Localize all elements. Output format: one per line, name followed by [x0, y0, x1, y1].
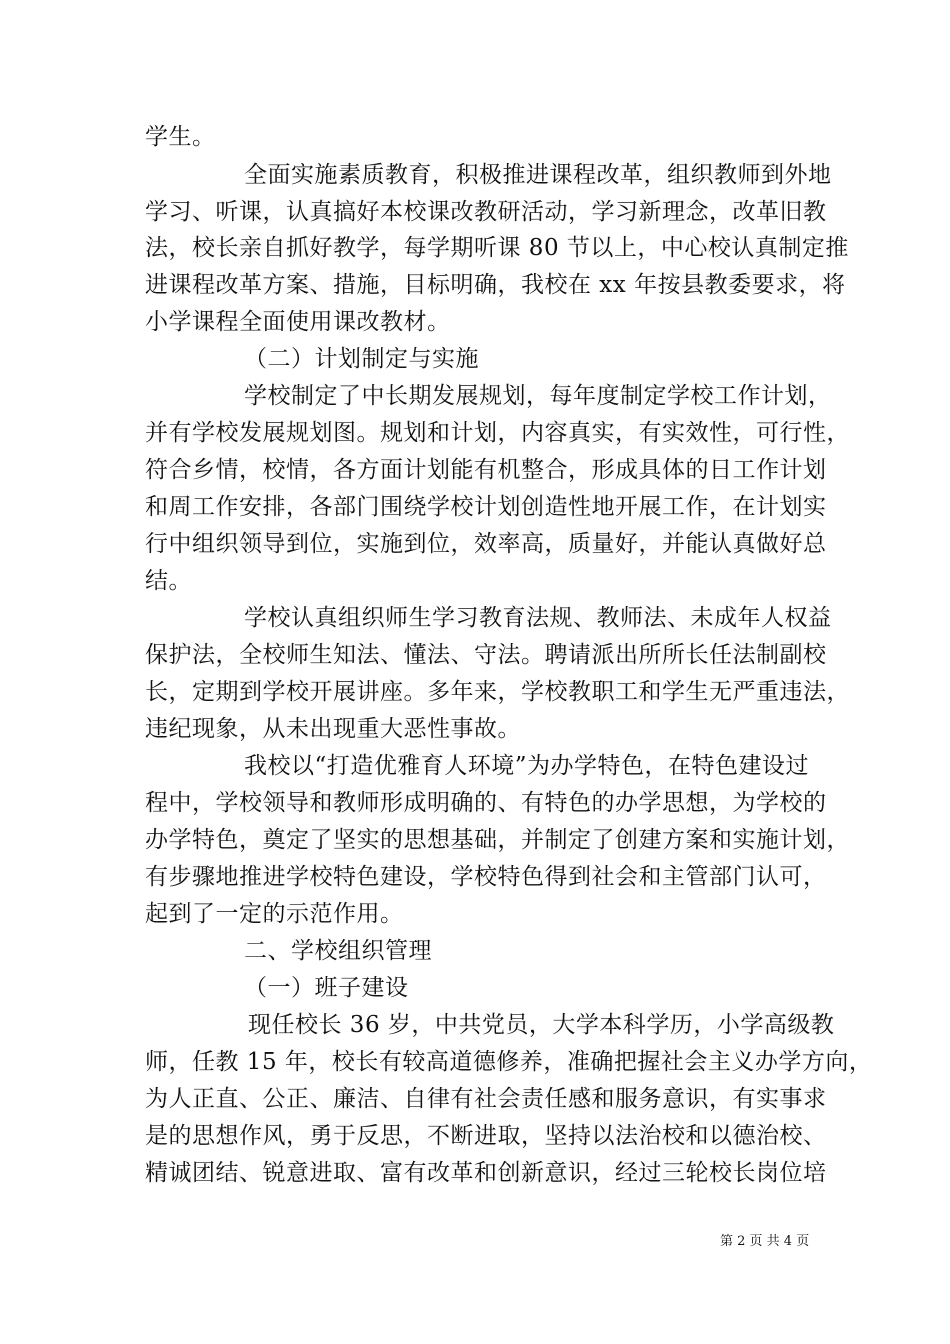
text-line: 办学特色，奠定了坚实的思想基础，并制定了创建方案和实施计划，: [145, 827, 850, 853]
text-line: 结。: [145, 568, 192, 594]
text-line: 现任校长 36 岁，中共党员，大学本科学历，小学高级教: [248, 1012, 835, 1038]
text-line: 行中组织领导到位，实施到位，效率高，质量好，并能认真做好总: [145, 531, 827, 557]
text-line: 符合乡情，校情，各方面计划能有机整合，形成具体的日工作计划: [145, 457, 827, 483]
text-line: 学校认真组织师生学习教育法规、教师法、未成年人权益: [244, 605, 832, 631]
subsection-heading: （一）班子建设: [244, 975, 409, 1001]
text-line: 我校以“打造优雅育人环境”为办学特色，在特色建设过: [244, 753, 810, 779]
text-line: 是的思想作风，勇于反思，不断进取，坚持以法治校和以德治校、: [145, 1123, 827, 1149]
text-line: 并有学校发展规划图。规划和计划，内容真实，有实效性，可行性，: [145, 420, 850, 446]
section-heading: 二、学校组织管理: [244, 938, 432, 964]
text-line: 小学课程全面使用课改教材。: [145, 309, 451, 335]
text-line: 保护法，全校师生知法、懂法、守法。聘请派出所所长任法制副校: [145, 642, 827, 668]
text-line: 有步骤地推进学校特色建设，学校特色得到社会和主管部门认可，: [145, 864, 827, 890]
text-line: 违纪现象，从未出现重大恶性事故。: [145, 716, 521, 742]
text-line: 和周工作安排，各部门围绕学校计划创造性地开展工作，在计划实: [145, 494, 827, 520]
text-line: 为人正直、公正、廉洁、自律有社会责任感和服务意识，有实事求: [145, 1086, 827, 1112]
text-line: 起到了一定的示范作用。: [145, 901, 404, 927]
text-line: 全面实施素质教育，积极推进课程改革，组织教师到外地: [244, 162, 832, 188]
text-line: 师，任教 15 年，校长有较高道德修养，准确把握社会主义办学方向，: [145, 1049, 873, 1075]
text-line: 精诚团结、锐意进取、富有改革和创新意识，经过三轮校长岗位培: [145, 1160, 827, 1186]
text-line: 学习、听课，认真搞好本校课改教研活动，学习新理念，改革旧教: [145, 199, 827, 225]
text-line: 长，定期到学校开展讲座。多年来，学校教职工和学生无严重违法，: [145, 679, 850, 705]
page-number: 第 2 页 共 4 页: [720, 1234, 810, 1249]
text-line: 法，校长亲自抓好教学，每学期听课 80 节以上，中心校认真制定推: [145, 235, 849, 261]
text-line: 学校制定了中长期发展规划，每年度制定学校工作计划，: [244, 383, 832, 409]
text-line: 程中，学校领导和教师形成明确的、有特色的办学思想，为学校的: [145, 790, 827, 816]
text-line: 学生。: [145, 124, 216, 150]
section-heading: （二）计划制定与实施: [244, 346, 479, 372]
text-line: 进课程改革方案、措施，目标明确，我校在 xx 年按县教委要求，将: [145, 272, 846, 298]
